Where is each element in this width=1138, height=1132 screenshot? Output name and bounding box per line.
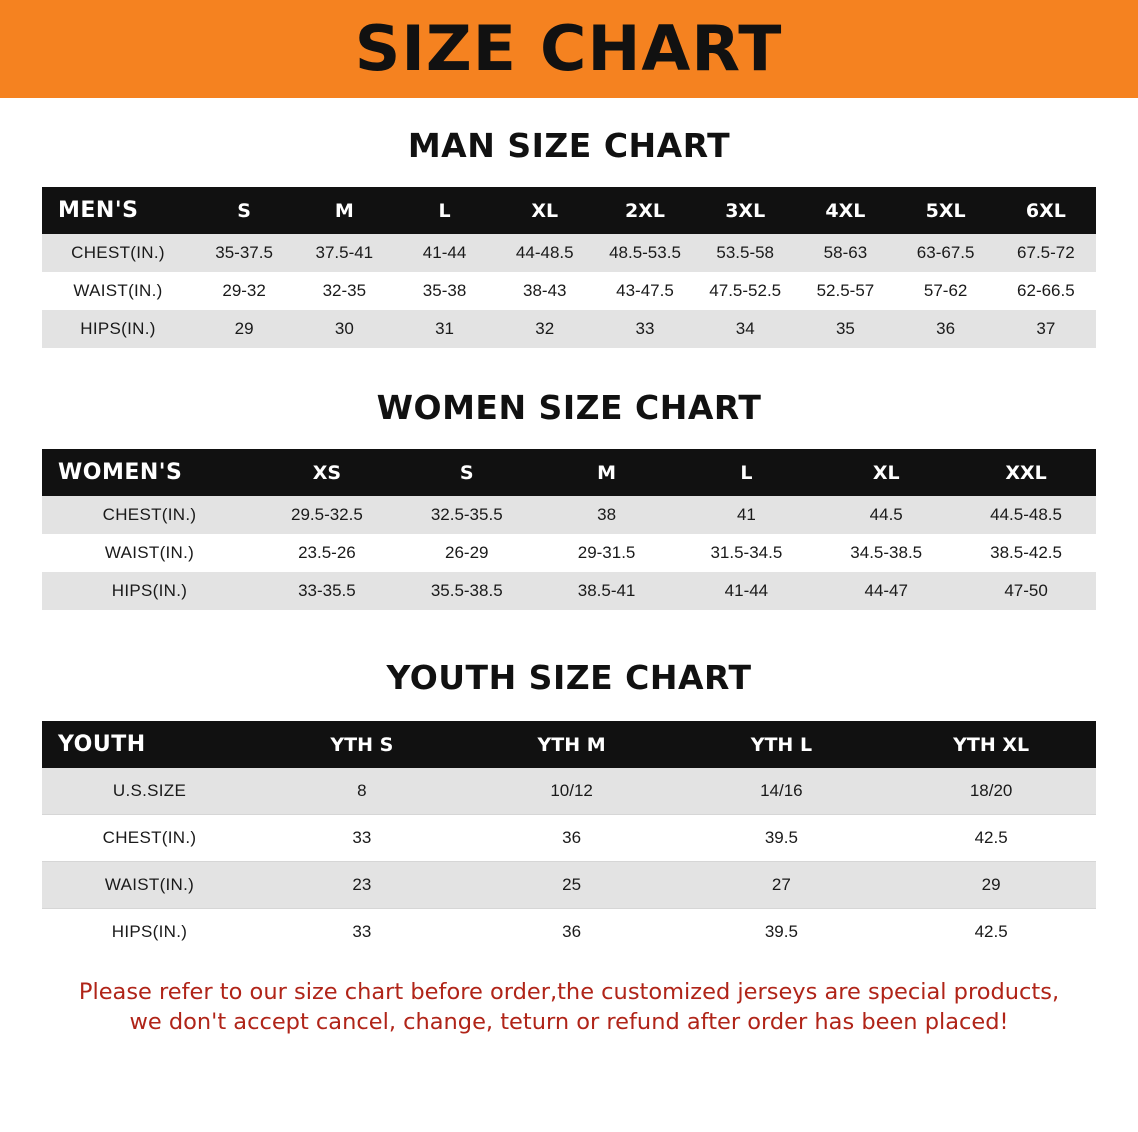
women-cell-0-0: 29.5-32.5 [257,496,397,534]
women-section-title: WOMEN SIZE CHART [376,388,762,427]
man-header-cell-0: MEN'S [42,187,194,234]
women-table-wrapper [42,449,1096,610]
youth-cell-1-2: 39.5 [677,815,887,862]
man-row-1-label: WAIST(IN.) [42,272,194,310]
man-header-cell-5: 2XL [595,187,695,234]
table-header-row [42,721,1096,768]
youth-cell-0-3: 18/20 [886,768,1096,815]
man-cell-0-3: 44-48.5 [495,234,595,272]
youth-header-cell-1: YTH S [257,721,467,768]
women-header-cell-1: XS [257,449,397,496]
women-row-2-label: HIPS(IN.) [42,572,257,610]
youth-cell-2-3: 29 [886,862,1096,909]
youth-header-cell-4: YTH XL [886,721,1096,768]
man-header-cell-9: 6XL [996,187,1096,234]
women-cell-1-1: 26-29 [397,534,537,572]
man-cell-2-4: 33 [595,310,695,348]
man-header-cell-1: S [194,187,294,234]
women-cell-2-2: 38.5-41 [537,572,677,610]
youth-cell-0-1: 10/12 [467,768,677,815]
man-cell-2-0: 29 [194,310,294,348]
youth-cell-0-0: 8 [257,768,467,815]
women-header-cell-6: XXL [956,449,1096,496]
youth-table-head [42,721,1096,768]
youth-cell-2-0: 23 [257,862,467,909]
man-header-cell-7: 4XL [795,187,895,234]
table-row [42,234,1096,272]
table-header-row [42,187,1096,234]
table-row [42,815,1096,862]
man-header-cell-2: M [294,187,394,234]
women-cell-2-0: 33-35.5 [257,572,397,610]
table-row [42,862,1096,909]
women-cell-2-4: 44-47 [816,572,956,610]
youth-table-body [42,768,1096,955]
women-cell-0-4: 44.5 [816,496,956,534]
man-cell-0-5: 53.5-58 [695,234,795,272]
women-size-table [42,449,1096,610]
man-cell-2-7: 36 [896,310,996,348]
man-table-body [42,234,1096,348]
youth-size-table [42,721,1096,955]
youth-cell-1-0: 33 [257,815,467,862]
man-table-head [42,187,1096,234]
man-header-cell-3: L [394,187,494,234]
man-cell-1-2: 35-38 [394,272,494,310]
women-cell-0-5: 44.5-48.5 [956,496,1096,534]
man-cell-1-4: 43-47.5 [595,272,695,310]
women-header-cell-2: S [397,449,537,496]
man-cell-0-8: 67.5-72 [996,234,1096,272]
youth-cell-2-2: 27 [677,862,887,909]
women-cell-2-1: 35.5-38.5 [397,572,537,610]
man-cell-0-0: 35-37.5 [194,234,294,272]
table-row [42,572,1096,610]
man-size-table [42,187,1096,348]
man-cell-2-3: 32 [495,310,595,348]
man-cell-1-3: 38-43 [495,272,595,310]
women-header-cell-4: L [676,449,816,496]
women-cell-0-3: 41 [676,496,816,534]
women-cell-2-3: 41-44 [676,572,816,610]
women-table-body [42,496,1096,610]
youth-header-cell-3: YTH L [677,721,887,768]
table-row [42,909,1096,956]
man-cell-1-8: 62-66.5 [996,272,1096,310]
man-cell-0-2: 41-44 [394,234,494,272]
women-header-cell-5: XL [816,449,956,496]
man-cell-1-6: 52.5-57 [795,272,895,310]
women-cell-0-2: 38 [537,496,677,534]
women-cell-0-1: 32.5-35.5 [397,496,537,534]
youth-row-1-label: CHEST(IN.) [42,815,257,862]
man-header-cell-8: 5XL [896,187,996,234]
youth-cell-0-2: 14/16 [677,768,887,815]
women-cell-2-5: 47-50 [956,572,1096,610]
women-row-0-label: CHEST(IN.) [42,496,257,534]
women-cell-1-3: 31.5-34.5 [676,534,816,572]
youth-cell-1-3: 42.5 [886,815,1096,862]
youth-section-title: YOUTH SIZE CHART [386,658,752,697]
women-cell-1-2: 29-31.5 [537,534,677,572]
youth-row-0-label: U.S.SIZE [42,768,257,815]
youth-row-2-label: WAIST(IN.) [42,862,257,909]
policy-note-line-1: Please refer to our size chart before order,the customized jerseys are special products, [78,979,1060,1005]
youth-cell-3-3: 42.5 [886,909,1096,956]
women-row-1-label: WAIST(IN.) [42,534,257,572]
youth-table-wrapper [42,721,1096,955]
man-cell-1-5: 47.5-52.5 [695,272,795,310]
man-table-wrapper [42,187,1096,348]
policy-note [36,977,1102,1038]
page-banner [0,0,1138,98]
youth-cell-3-0: 33 [257,909,467,956]
women-cell-1-5: 38.5-42.5 [956,534,1096,572]
women-header-cell-0: WOMEN'S [42,449,257,496]
man-cell-2-6: 35 [795,310,895,348]
man-cell-0-1: 37.5-41 [294,234,394,272]
man-cell-2-8: 37 [996,310,1096,348]
man-cell-2-1: 30 [294,310,394,348]
table-row [42,534,1096,572]
man-cell-1-7: 57-62 [896,272,996,310]
table-row [42,768,1096,815]
man-cell-1-0: 29-32 [194,272,294,310]
table-row [42,310,1096,348]
man-cell-0-6: 58-63 [795,234,895,272]
youth-header-cell-2: YTH M [467,721,677,768]
man-cell-2-5: 34 [695,310,795,348]
women-cell-1-4: 34.5-38.5 [816,534,956,572]
man-header-cell-4: XL [495,187,595,234]
man-cell-2-2: 31 [394,310,494,348]
women-cell-1-0: 23.5-26 [257,534,397,572]
youth-row-3-label: HIPS(IN.) [42,909,257,956]
man-header-cell-6: 3XL [695,187,795,234]
youth-cell-2-1: 25 [467,862,677,909]
page-title: SIZE CHART [355,12,783,85]
youth-cell-3-2: 39.5 [677,909,887,956]
women-header-cell-3: M [537,449,677,496]
table-row [42,272,1096,310]
table-header-row [42,449,1096,496]
man-row-0-label: CHEST(IN.) [42,234,194,272]
man-cell-0-4: 48.5-53.5 [595,234,695,272]
youth-cell-3-1: 36 [467,909,677,956]
women-table-head [42,449,1096,496]
man-cell-0-7: 63-67.5 [896,234,996,272]
policy-note-line-2: we don't accept cancel, change, teturn or refund after order has been placed! [129,1009,1009,1036]
man-row-2-label: HIPS(IN.) [42,310,194,348]
youth-cell-1-1: 36 [467,815,677,862]
man-cell-1-1: 32-35 [294,272,394,310]
man-section-title: MAN SIZE CHART [407,126,731,165]
youth-header-cell-0: YOUTH [42,721,257,768]
table-row [42,496,1096,534]
